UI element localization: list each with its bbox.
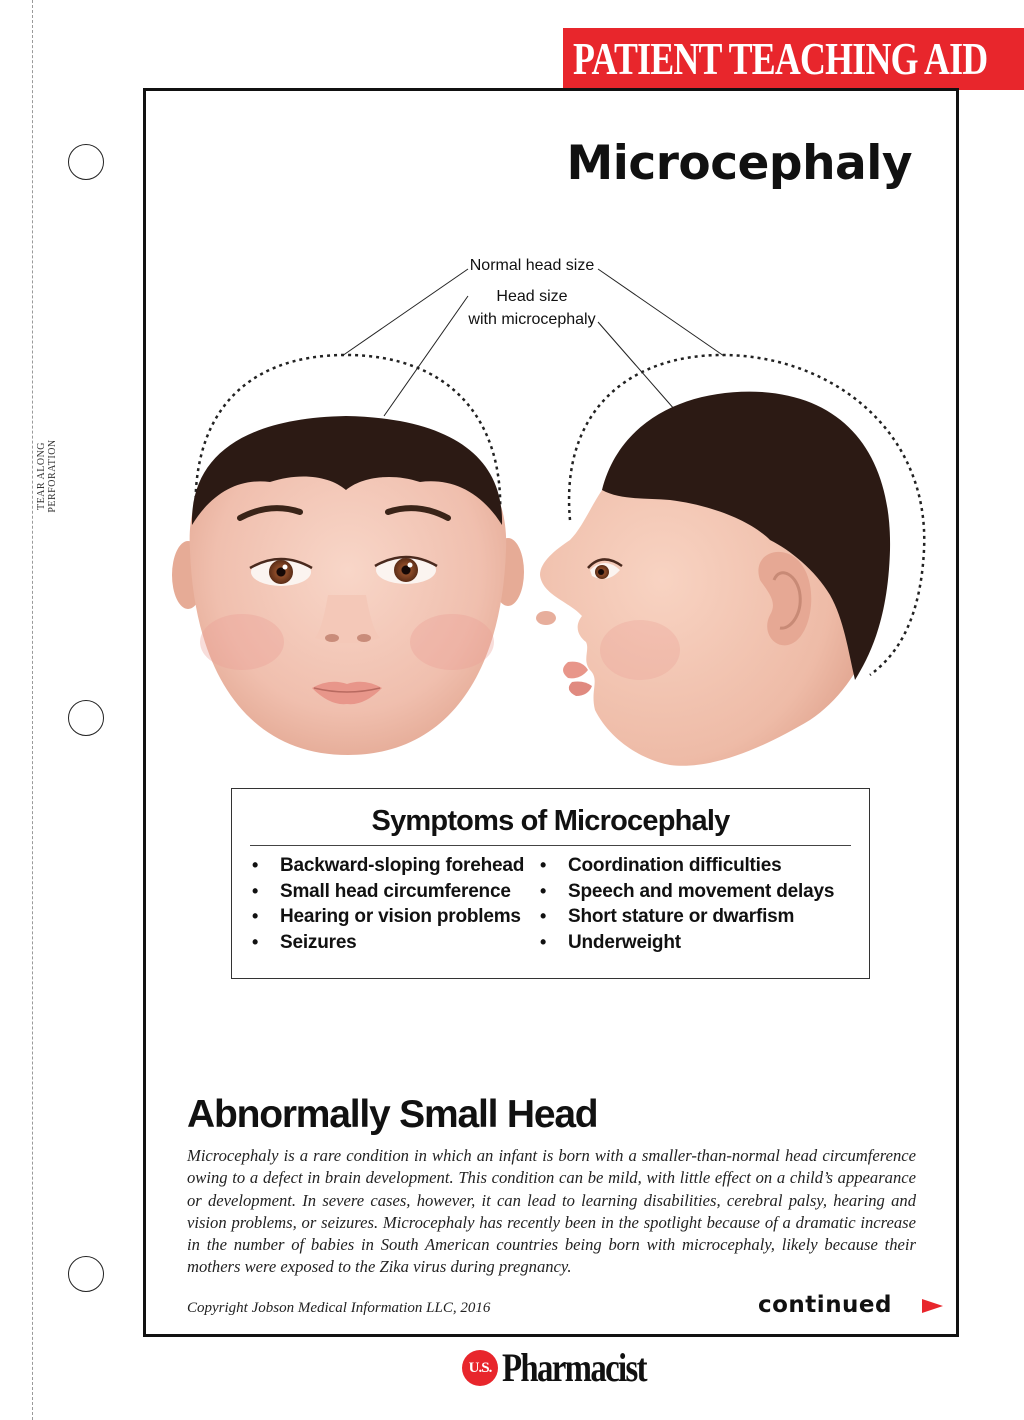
symptoms-list-left bbox=[252, 853, 524, 956]
continued-label: continued bbox=[758, 1292, 892, 1318]
side-view-face bbox=[536, 355, 924, 766]
copyright-notice: Copyright Jobson Medical Information LLC, 2016 bbox=[187, 1300, 491, 1316]
pointer-line-micro-right bbox=[598, 322, 682, 418]
logo-us-badge: U.S. bbox=[462, 1350, 498, 1386]
symptom-item: • Speech and movement delays bbox=[540, 879, 834, 905]
binder-hole-bottom bbox=[68, 1256, 104, 1292]
microcephaly-illustration bbox=[150, 250, 950, 790]
banner-label: PATIENT TEACHING AID bbox=[573, 33, 988, 84]
symptoms-list-right bbox=[540, 853, 834, 956]
us-pharmacist-logo bbox=[462, 1345, 646, 1394]
symptom-item: • Coordination difficulties bbox=[540, 853, 834, 879]
section-body: Microcephaly is a rare condition in which an infant is born with a smaller-than-normal head circumference owing to a defect in brain development. This condition can be mild, with little effect on a child’s appearance or development. In severe cases, however, it can lead to learning disabilities, cerebral palsy, hearing and vision problems, or seizures. Microcephaly has recently been in the spotlight because of a dramatic increase in the number of babies in South American countries being born with microcephaly, likely because their mothers were exposed to the Zika virus during pregnancy. bbox=[187, 1146, 916, 1277]
symptoms-divider bbox=[250, 845, 851, 846]
symptoms-box bbox=[231, 788, 870, 979]
front-view-face bbox=[172, 355, 524, 755]
perforation-label: TEAR ALONG PERFORATION bbox=[36, 439, 58, 513]
continued-arrow-icon bbox=[922, 1299, 943, 1313]
symptom-item: • Hearing or vision problems bbox=[252, 904, 524, 930]
patient-teaching-aid-banner bbox=[563, 28, 1024, 90]
symptom-item: • Seizures bbox=[252, 930, 524, 956]
symptom-item: • Short stature or dwarfism bbox=[540, 904, 834, 930]
binder-hole-middle bbox=[68, 700, 104, 736]
microcephaly-head-size-label-line1: Head size bbox=[496, 288, 568, 305]
microcephaly-head-size-label-line2: with microcephaly bbox=[468, 311, 596, 328]
binder-hole-top bbox=[68, 144, 104, 180]
pointer-line-normal-left bbox=[342, 269, 468, 356]
section-heading: Abnormally Small Head bbox=[187, 1093, 598, 1136]
page-title: Microcephaly bbox=[566, 136, 912, 191]
symptom-item: • Backward-sloping forehead bbox=[252, 853, 524, 879]
symptom-item: • Small head circumference bbox=[252, 879, 524, 905]
perforation-line bbox=[32, 0, 33, 1420]
logo-wordmark: Pharmacist bbox=[502, 1345, 646, 1390]
pointer-line-micro-left bbox=[384, 296, 468, 416]
normal-head-size-label: Normal head size bbox=[469, 257, 595, 274]
symptoms-title: Symptoms of Microcephaly bbox=[371, 805, 730, 837]
symptom-item: • Underweight bbox=[540, 930, 834, 956]
